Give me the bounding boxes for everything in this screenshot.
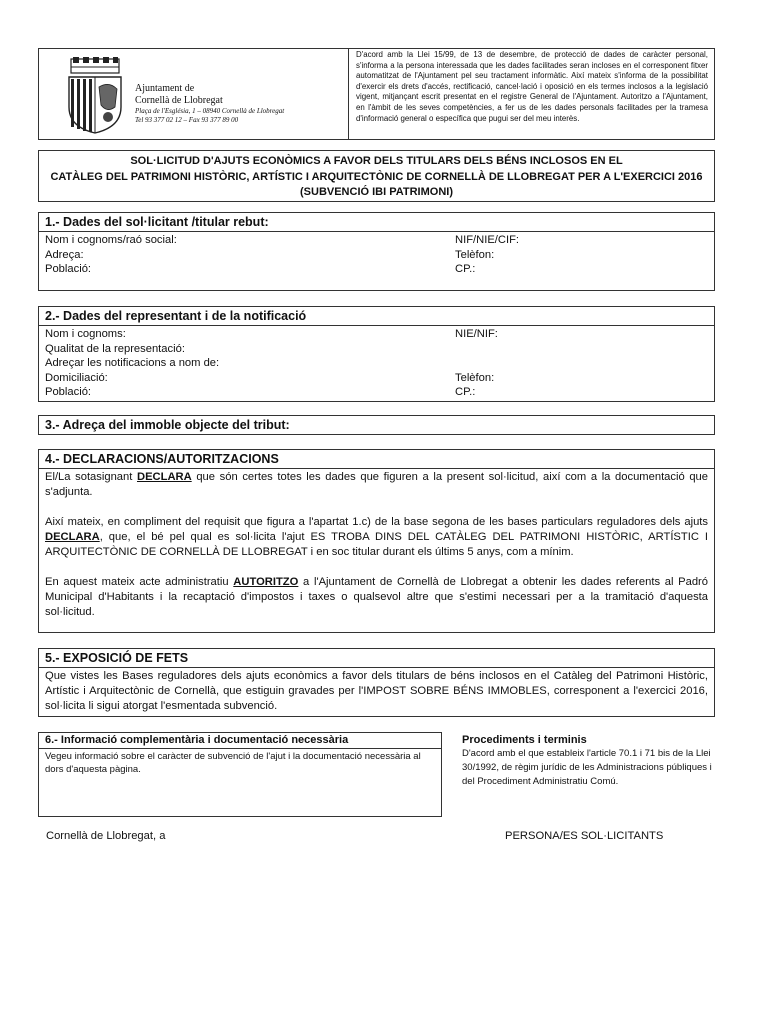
procedure-block <box>462 733 712 789</box>
section-property-heading: 3.- Adreça del immoble objecte del tribut: <box>45 418 290 432</box>
section-declarations <box>38 449 715 633</box>
rep-domicile-field[interactable]: Domiciliació: <box>45 371 108 384</box>
declara-keyword: DECLARA <box>137 471 192 483</box>
section-declarations-heading: 4.- DECLARACIONS/AUTORITZACIONS <box>39 450 714 469</box>
autoritzo-keyword: AUTORITZO <box>233 576 299 588</box>
section-applicant-heading: 1.- Dades del sol·licitant /titular rebut: <box>39 213 714 232</box>
header-box <box>38 48 715 140</box>
rep-phone-field[interactable]: Telèfon: <box>455 371 495 384</box>
procedure-heading: Procediments i terminis <box>462 734 587 746</box>
facts-text: Que vistes les Bases reguladores dels ajuts econòmics a favor dels titulars de béns inclosos en el Catàleg del Patrimoni Històric, Artístic i Arquitectònic de Cornellà, que estiguin gravades per l'IMPOST SOBRE BÉNS IMMOBLES, corresponent a l'exercici 2016, sol·licita li sigui atorgat l'esmentada subvenció. <box>45 670 708 712</box>
org-name-line2: Cornellà de Llobregat <box>135 95 223 106</box>
procedure-text: D'acord amb el que estableix l'article 70.1 i 71 bis de la Llei 30/1992, de règim jurídic de les Administracions públiques i del Procediment Administratiu Comú. <box>462 748 712 787</box>
rep-notify-field[interactable]: Adreçar les notificacions a nom de: <box>45 357 220 369</box>
rep-role-field[interactable]: Qualitat de la representació: <box>45 342 185 355</box>
section-facts-heading: 5.- EXPOSICIÓ DE FETS <box>39 649 714 668</box>
form-title <box>38 150 715 202</box>
section-representative <box>38 306 715 402</box>
title-line1: SOL·LICITUD D'AJUTS ECONÒMICS A FAVOR DELS TITULARS DELS BÉNS INCLOSOS EN EL <box>130 155 623 167</box>
privacy-notice: D'acord amb la Llei 15/99, de 13 de desembre, de protecció de dades de caràcter personal, s'informa a la persona interessada que les dades facilitades seran incloses en el corresponent fitxer automatitzat de l'Ajuntament pel seu tractament informàtic. Així mateix s'informa de la possibilitat d'exercir els drets d'accés, rectificació, cancel·lació i oposició en els termes inclosos a la legislació vigent, mitjançant escrit presentat en el registre General de l'Ajuntament. Autoritzo a l'Ajuntament, en l'àmbit de les seves competències, a fer us de les dades personals facilitades per la tramesa d'informació general o específica que pugui ser del meu interès. <box>356 50 708 123</box>
section-additional-heading: 6.- Informació complementària i documentació necessària <box>39 733 441 749</box>
applicant-postcode-field[interactable]: CP.: <box>455 263 476 275</box>
title-line2: CATÀLEG DEL PATRIMONI HISTÒRIC, ARTÍSTIC I ARQUITECTÒNIC DE CORNELLÀ DE LLOBREGAT PER A L'EXERCICI 2016 <box>50 170 703 183</box>
org-address: Plaça de l'Església, 1 – 08940 Cornellà de Llobregat <box>135 107 285 115</box>
section-representative-heading: 2.- Dades del representant i de la notificació <box>39 307 714 326</box>
org-phone-fax: Tel 93 377 02 12 – Fax 93 377 89 00 <box>135 116 239 124</box>
declaration-paragraph-1: El/La sotasignant DECLARA que són certes totes les dades que figuren a la present sol·licitud, així com a la documentació que s'adjunta. <box>45 471 708 498</box>
header-divider <box>348 49 349 139</box>
applicant-name-field[interactable]: Nom i cognoms/raó social: <box>45 234 177 246</box>
authorization-paragraph: En aquest mateix acte administratiu AUTORITZO a l'Ajuntament de Cornellà de Llobregat a obtenir les dades referents al Padró Municipal d'Habitants i la recaptació d'impostos i taxes o qualsevol altre que s'estimi necessari per a la tramitació d'aquesta sol·licitud. <box>45 576 709 618</box>
applicant-phone-field[interactable]: Telèfon: <box>455 248 495 261</box>
organization-block <box>135 83 284 125</box>
section-additional-info <box>38 732 442 817</box>
section-property-address[interactable] <box>38 415 715 435</box>
org-name-line1: Ajuntament de <box>135 83 195 94</box>
rep-nie-field[interactable]: NIE/NIF: <box>455 328 498 340</box>
applicant-nif-field[interactable]: NIF/NIE/CIF: <box>455 234 520 246</box>
additional-info-text: Vegeu informació sobre el caràcter de subvenció de l'ajut i la documentació necessària al dors d'aquesta pàgina. <box>45 751 421 775</box>
applicant-address-field[interactable]: Adreça: <box>45 248 84 261</box>
rep-town-field[interactable]: Població: <box>45 386 92 398</box>
coat-of-arms-logo <box>59 57 131 135</box>
section-facts <box>38 648 715 717</box>
signature-place: Cornellà de Llobregat, a <box>46 830 166 842</box>
declaration-paragraph-2: Així mateix, en compliment del requisit que figura a l'apartat 1.c) de la base segona de les bases particulars reguladores dels ajuts DECLARA, que, el bé pel qual es sol·licita l'ajut ES TROBA DINS DEL CATÀLEG DEL PATRIMONI HISTÒRIC, ARTÍSTIC I ARQUITECTÒNIC DE CORNELLÀ DE LLOBREGAT i en soc titular durant els últims 5 anys, com a mínim. <box>45 516 708 558</box>
applicant-town-field[interactable]: Població: <box>45 263 92 275</box>
rep-name-field[interactable]: Nom i cognoms: <box>45 328 126 340</box>
rep-postcode-field[interactable]: CP.: <box>455 386 476 398</box>
title-line3: (SUBVENCIÓ IBI PATRIMONI) <box>300 186 453 198</box>
signers-label: PERSONA/ES SOL·LICITANTS <box>505 830 664 842</box>
declara-keyword-2: DECLARA <box>45 531 100 543</box>
section-applicant <box>38 212 715 291</box>
